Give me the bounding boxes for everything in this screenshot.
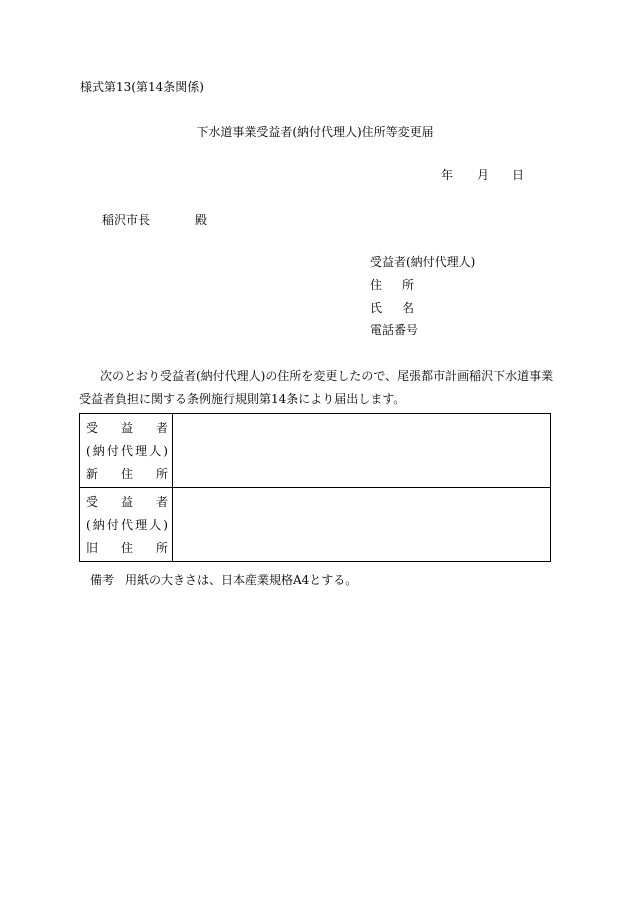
new-address-field[interactable] <box>173 414 551 488</box>
remarks-label: 備考 <box>90 573 115 587</box>
applicant-phone-label: 電話番号 <box>370 323 419 337</box>
form-number: 様式第13(第14条関係) <box>80 80 204 94</box>
addressee-honorific: 殿 <box>195 213 208 227</box>
document-title: 下水道事業受益者(納付代理人)住所等変更届 <box>196 125 434 139</box>
applicant-name-label: 氏名 <box>370 301 435 315</box>
address-change-table <box>79 413 551 562</box>
date-day-label: 日 <box>512 168 525 182</box>
date-month-label: 月 <box>477 168 490 182</box>
old-address-row <box>80 488 551 562</box>
new-address-row <box>80 414 551 488</box>
old-address-field[interactable] <box>173 488 551 562</box>
body-text-line-2: 受益者負担に関する条例施行規則第14条により届出します。 <box>79 392 406 406</box>
addressee-name: 稲沢市長 <box>102 213 151 227</box>
beneficiary-label: 受益者 <box>86 421 168 435</box>
payment-agent-label: (納付代理人) <box>86 444 168 458</box>
payment-agent-label: (納付代理人) <box>86 518 168 532</box>
body-text-line-1: 次のとおり受益者(納付代理人)の住所を変更したので、尾張都市計画稲沢下水道事業 <box>100 369 554 383</box>
new-address-label: 新住所 <box>86 467 168 481</box>
applicant-heading: 受益者(納付代理人) <box>370 255 476 269</box>
beneficiary-label: 受益者 <box>86 495 168 509</box>
old-address-label-cell <box>80 488 173 562</box>
new-address-label-cell <box>80 414 173 488</box>
applicant-address-label: 住所 <box>370 278 435 292</box>
remarks-text: 用紙の大きさは、日本産業規格A4とする。 <box>125 573 358 587</box>
old-address-label: 旧住所 <box>86 541 168 555</box>
date-year-label: 年 <box>441 168 454 182</box>
